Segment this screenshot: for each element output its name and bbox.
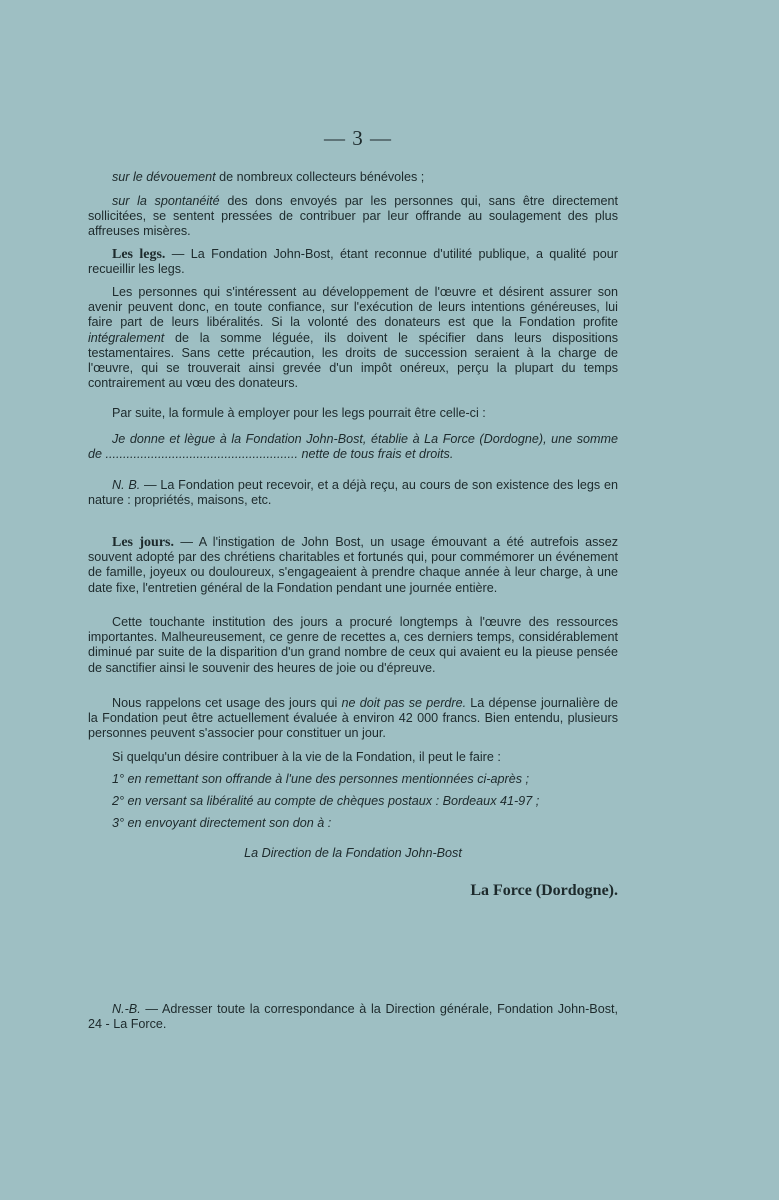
contribution-list [88,768,618,834]
paragraph-institution: Cette touchante institution des jours a procuré longtemps à l'œuvre des ressources importantes. Malheureusement, ce genre de recettes a, ces derniers temps, considérablement diminué par suite de la disparition d'un grand nombre de ceux qui avaient eu la pieuse pensée de sanctifier ainsi le souvenir des heures de joie ou d'épreuve. [88,615,618,675]
paragraph-spontaneite [88,194,618,240]
italic-phrase: intégralement [88,330,165,345]
footnote-text: — Adresser toute la correspondance à la Direction générale, Fondation John-Bost, 24 - La Force. [88,1002,618,1032]
document-page [88,0,618,1200]
signature-place: La Force (Dordogne). [470,882,618,899]
paragraph-text: — La Fondation peut recevoir, et a déjà reçu, au cours de son existence des legs en nature : propriétés, maisons, etc. [88,478,618,508]
paragraph-text: — A l'instigation de John Bost, un usage émouvant a été autrefois assez souvent adopté par des chrétiens charitables et fortunés qui, pour commémorer un événement de famille, joyeux ou douloureux, s'engageaient à prendre chaque année à leur charge, à une date fixe, l'entretien général de la Fondation pendant une journée entière. [88,535,618,595]
paragraph-nb-legs [88,478,618,508]
paragraph-personnes [88,285,618,391]
paragraph-text: — La Fondation John-Bost, étant reconnue d'utilité publique, a qualité pour recueillir les legs. [88,247,618,277]
paragraph-rappel [88,696,618,742]
list-item: 2° en versant sa libéralité au compte de chèques postaux : Bordeaux 41-97 ; [112,794,540,808]
paragraph-legs [88,247,618,277]
italic-phrase: sur la spontanéité [112,194,220,208]
paragraph-contribuer: Si quelqu'un désire contribuer à la vie de la Fondation, il peut le faire : [112,750,501,764]
section-heading-legs: Les legs. [112,247,166,262]
legs-formula: Je donne et lègue à la Fondation John-Bost, établie à La Force (Dordogne), une somme de ....................................................... nette de tous frais et droits. [88,432,618,462]
section-heading-jours: Les jours. [112,535,175,550]
italic-phrase: sur le dévouement [112,170,216,184]
paragraph-text: des dons envoyés par les personnes qui, sans être directement sollicitées, se sentent pressées de contribuer par leur offrande au soulagement des plus affreuses misères. [88,194,619,239]
paragraph-devouement [88,170,618,185]
paragraph-text: Les personnes qui s'intéressent au développement de l'œuvre et désirent assurer son avenir peuvent donc, en toute confiance, sur l'exécution de leurs intentions généreuses, lui faire part de leurs libéralités. Si la volonté des donateurs est que la Fondation profite [88,285,618,330]
nb-label: N.-B. [112,1002,141,1016]
nb-label: N. B. [112,478,141,492]
signature-direction: La Direction de la Fondation John-Bost [244,846,462,860]
paragraph-text: Nous rappelons cet usage des jours qui [112,696,342,710]
footnote [88,1002,618,1032]
page-number: — 3 — [324,126,392,150]
paragraph-formule: Par suite, la formule à employer pour les legs pourrait être celle-ci : [112,406,486,420]
list-item: 1° en remettant son offrande à l'une des personnes mentionnées ci-après ; [112,772,529,786]
italic-phrase: ne doit pas se perdre. [341,696,467,710]
paragraph-jours [88,535,618,596]
paragraph-text: de la somme léguée, ils doivent le spécifier dans leurs dispositions testamentaires. Sans cette précaution, les droits de succession seraient à la charge de l'œuvre, qui se trouverait ainsi grevée d'un impôt onéreux, perçu la plupart du temps contrairement au vœu des donateurs. [88,330,618,391]
paragraph-text: de nombreux collecteurs bénévoles ; [215,170,425,184]
paragraph-text: La dépense journalière de la Fondation peut être actuellement évaluée à environ 42 000 francs. Bien entendu, plusieurs personnes peuvent s'associer pour constituer un jour. [88,696,618,741]
list-item: 3° en envoyant directement son don à : [112,816,332,830]
